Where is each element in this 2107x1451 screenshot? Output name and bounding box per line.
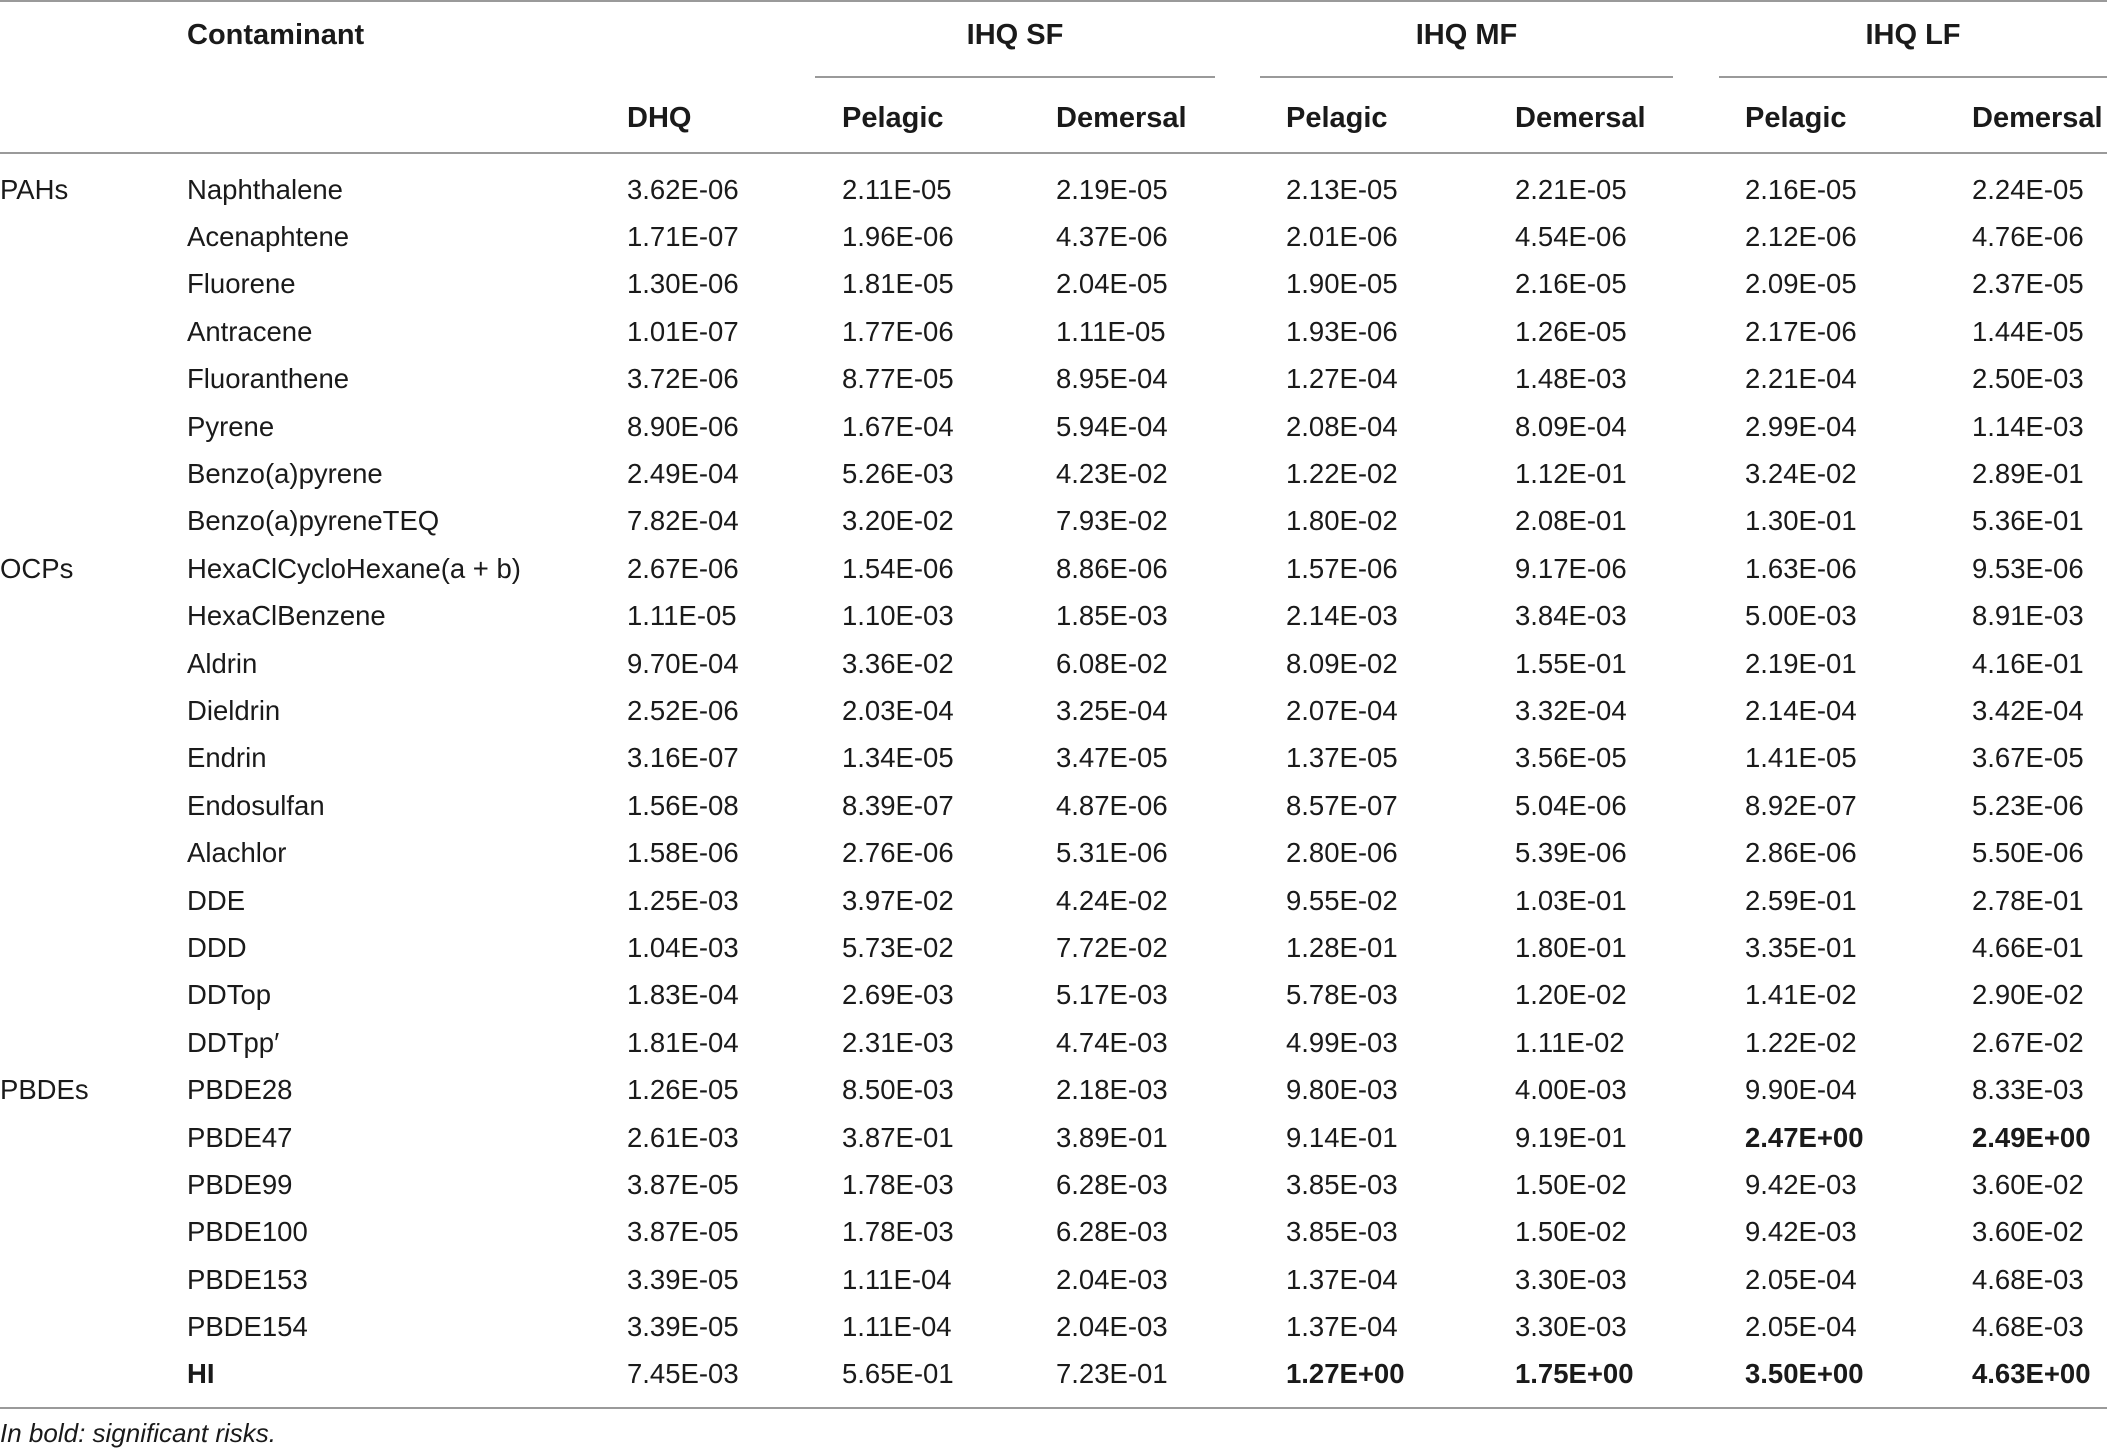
contaminant-name: Pyrene — [187, 410, 275, 442]
value-cell: 1.11E-05 — [627, 600, 737, 632]
value-cell: 1.22E-02 — [1286, 458, 1398, 490]
value-cell: 1.78E-03 — [842, 1168, 954, 1200]
value-cell: 3.97E-02 — [842, 884, 954, 916]
row-category — [0, 1351, 187, 1398]
value-cell: 1.37E-04 — [1286, 1263, 1398, 1295]
group-rule-ihq-sf — [815, 76, 1215, 78]
value-cell: 1.80E-02 — [1286, 505, 1398, 537]
value-cell: 3.39E-05 — [627, 1263, 739, 1295]
value-cell: 4.63E+00 — [1972, 1358, 2091, 1390]
footnote: In bold: significant risks. — [0, 1418, 277, 1448]
value-cell: 2.05E-04 — [1745, 1263, 1857, 1295]
value-cell: 1.20E-02 — [1515, 979, 1627, 1011]
value-cell: 2.89E-01 — [1972, 458, 2084, 490]
value-cell: 1.11E-02 — [1515, 1026, 1625, 1058]
value-cell: 1.10E-03 — [842, 600, 954, 632]
value-cell: 1.96E-06 — [842, 221, 954, 253]
contaminant-name: Fluorene — [187, 268, 296, 300]
value-cell: 5.00E-03 — [1745, 600, 1857, 632]
value-cell: 8.91E-03 — [1972, 600, 2084, 632]
row-category — [0, 640, 187, 687]
value-cell: 2.18E-03 — [1056, 1074, 1168, 1106]
table-row — [0, 1351, 2107, 1398]
value-cell: 3.67E-05 — [1972, 742, 2084, 774]
value-cell: 1.04E-03 — [627, 931, 739, 963]
contaminant-name: Acenaphtene — [187, 221, 350, 253]
value-cell: 1.67E-04 — [842, 410, 954, 442]
row-category — [0, 356, 187, 403]
value-cell: 1.03E-01 — [1515, 884, 1627, 916]
contaminant-name: DDTpp′ — [187, 1026, 280, 1058]
group-rule-ihq-lf — [1719, 76, 2107, 78]
value-cell: 2.90E-02 — [1972, 979, 2084, 1011]
value-cell: 1.27E-04 — [1286, 363, 1398, 395]
value-cell: 1.25E-03 — [627, 884, 739, 916]
row-category — [0, 877, 187, 924]
value-cell: 9.90E-04 — [1745, 1074, 1857, 1106]
value-cell: 1.75E+00 — [1515, 1358, 1634, 1390]
value-cell: 2.12E-06 — [1745, 221, 1857, 253]
value-cell: 2.14E-04 — [1745, 694, 1857, 726]
row-category — [0, 972, 187, 1019]
table-row — [0, 1209, 2107, 1256]
value-cell: 3.30E-03 — [1515, 1311, 1627, 1343]
value-cell: 2.24E-05 — [1972, 173, 2084, 205]
value-cell: 2.80E-06 — [1286, 837, 1398, 869]
value-cell: 2.50E-03 — [1972, 363, 2084, 395]
value-cell: 1.58E-06 — [627, 837, 739, 869]
contaminant-name: PBDE47 — [187, 1121, 293, 1153]
value-cell: 2.16E-05 — [1745, 173, 1857, 205]
value-cell: 3.25E-04 — [1056, 694, 1168, 726]
value-cell: 4.66E-01 — [1972, 931, 2084, 963]
table-row — [0, 166, 2107, 213]
value-cell: 1.56E-08 — [627, 789, 739, 821]
table-row — [0, 498, 2107, 545]
value-cell: 2.52E-06 — [627, 694, 739, 726]
value-cell: 1.34E-05 — [842, 742, 954, 774]
table-row — [0, 924, 2107, 971]
value-cell: 1.26E-05 — [1515, 315, 1627, 347]
value-cell: 3.36E-02 — [842, 647, 954, 679]
value-cell: 3.89E-01 — [1056, 1121, 1168, 1153]
table-row — [0, 1019, 2107, 1066]
contaminant-name: Alachlor — [187, 837, 287, 869]
value-cell: 1.54E-06 — [842, 552, 954, 584]
value-cell: 2.19E-05 — [1056, 173, 1168, 205]
value-cell: 1.63E-06 — [1745, 552, 1857, 584]
value-cell: 1.37E-04 — [1286, 1311, 1398, 1343]
value-cell: 2.49E-04 — [627, 458, 739, 490]
value-cell: 2.67E-02 — [1972, 1026, 2084, 1058]
value-cell: 8.90E-06 — [627, 410, 739, 442]
value-cell: 3.35E-01 — [1745, 931, 1857, 963]
value-cell: 2.21E-04 — [1745, 363, 1857, 395]
table-row — [0, 356, 2107, 403]
header-group-ihq-lf: IHQ LF — [1865, 19, 1961, 51]
contaminant-name: HexaClBenzene — [187, 600, 386, 632]
value-cell: 4.00E-03 — [1515, 1074, 1627, 1106]
value-cell: 2.03E-04 — [842, 694, 954, 726]
header-group-ihq-sf: IHQ SF — [966, 19, 1064, 51]
value-cell: 8.50E-03 — [842, 1074, 954, 1106]
value-cell: 1.41E-05 — [1745, 742, 1857, 774]
value-cell: 1.11E-05 — [1056, 315, 1166, 347]
value-cell: 3.87E-05 — [627, 1168, 739, 1200]
value-cell: 2.67E-06 — [627, 552, 739, 584]
table-top-rule — [0, 0, 2107, 2]
value-cell: 5.78E-03 — [1286, 979, 1398, 1011]
value-cell: 2.76E-06 — [842, 837, 954, 869]
contaminant-name: PBDE28 — [187, 1074, 293, 1106]
table-row — [0, 593, 2107, 640]
value-cell: 3.16E-07 — [627, 742, 739, 774]
value-cell: 1.48E-03 — [1515, 363, 1627, 395]
value-cell: 4.68E-03 — [1972, 1263, 2084, 1295]
value-cell: 2.17E-06 — [1745, 315, 1857, 347]
value-cell: 1.27E+00 — [1286, 1358, 1405, 1390]
contaminant-name: Benzo(a)pyrene — [187, 458, 383, 490]
value-cell: 1.57E-06 — [1286, 552, 1398, 584]
contaminant-name: Benzo(a)pyreneTEQ — [187, 505, 440, 537]
row-category — [0, 1161, 187, 1208]
value-cell: 5.94E-04 — [1056, 410, 1168, 442]
value-cell: 3.85E-03 — [1286, 1216, 1398, 1248]
value-cell: 1.01E-07 — [627, 315, 739, 347]
value-cell: 8.95E-04 — [1056, 363, 1168, 395]
value-cell: 5.65E-01 — [842, 1358, 954, 1390]
value-cell: 6.28E-03 — [1056, 1168, 1168, 1200]
row-category — [0, 735, 187, 782]
value-cell: 1.90E-05 — [1286, 268, 1398, 300]
value-cell: 1.12E-01 — [1515, 458, 1627, 490]
value-cell: 1.50E-02 — [1515, 1168, 1627, 1200]
value-cell: 2.05E-04 — [1745, 1311, 1857, 1343]
value-cell: 8.09E-02 — [1286, 647, 1398, 679]
header-group-ihq-mf: IHQ MF — [1415, 19, 1518, 51]
value-cell: 3.62E-06 — [627, 173, 739, 205]
contaminant-name: Antracene — [187, 315, 313, 347]
table-row — [0, 1161, 2107, 1208]
value-cell: 2.31E-03 — [842, 1026, 954, 1058]
contaminant-name: Endosulfan — [187, 789, 325, 821]
value-cell: 5.39E-06 — [1515, 837, 1627, 869]
row-category — [0, 308, 187, 355]
value-cell: 9.14E-01 — [1286, 1121, 1398, 1153]
value-cell: 4.37E-06 — [1056, 221, 1168, 253]
value-cell: 3.60E-02 — [1972, 1216, 2084, 1248]
contaminant-name: PBDE99 — [187, 1168, 293, 1200]
contaminant-name: Dieldrin — [187, 694, 281, 726]
header-lf-demersal: Demersal — [1972, 102, 2103, 134]
value-cell: 5.50E-06 — [1972, 837, 2084, 869]
value-cell: 3.87E-05 — [627, 1216, 739, 1248]
value-cell: 2.19E-01 — [1745, 647, 1857, 679]
value-cell: 3.47E-05 — [1056, 742, 1168, 774]
contaminant-name: Fluoranthene — [187, 363, 350, 395]
table-row — [0, 213, 2107, 260]
value-cell: 1.83E-04 — [627, 979, 739, 1011]
value-cell: 3.87E-01 — [842, 1121, 954, 1153]
value-cell: 3.32E-04 — [1515, 694, 1627, 726]
value-cell: 8.09E-04 — [1515, 410, 1627, 442]
value-cell: 2.07E-04 — [1286, 694, 1398, 726]
value-cell: 1.55E-01 — [1515, 647, 1627, 679]
row-category — [0, 403, 187, 450]
header-mf-demersal: Demersal — [1515, 102, 1646, 134]
value-cell: 1.50E-02 — [1515, 1216, 1627, 1248]
value-cell: 1.11E-04 — [842, 1263, 952, 1295]
value-cell: 1.14E-03 — [1972, 410, 2084, 442]
value-cell: 5.73E-02 — [842, 931, 954, 963]
value-cell: 1.77E-06 — [842, 315, 954, 347]
row-category: OCPs — [0, 552, 74, 584]
value-cell: 4.99E-03 — [1286, 1026, 1398, 1058]
value-cell: 2.01E-06 — [1286, 221, 1398, 253]
value-cell: 2.11E-05 — [842, 173, 952, 205]
value-cell: 4.16E-01 — [1972, 647, 2084, 679]
table-row — [0, 403, 2107, 450]
value-cell: 3.20E-02 — [842, 505, 954, 537]
row-category — [0, 213, 187, 260]
value-cell: 5.04E-06 — [1515, 789, 1627, 821]
value-cell: 9.42E-03 — [1745, 1168, 1857, 1200]
value-cell: 9.19E-01 — [1515, 1121, 1627, 1153]
risk-table — [0, 166, 2107, 1398]
value-cell: 2.08E-04 — [1286, 410, 1398, 442]
value-cell: 3.56E-05 — [1515, 742, 1627, 774]
value-cell: 2.78E-01 — [1972, 884, 2084, 916]
value-cell: 2.69E-03 — [842, 979, 954, 1011]
header-contaminant: Contaminant — [187, 19, 365, 51]
table-row — [0, 640, 2107, 687]
row-category — [0, 1019, 187, 1066]
value-cell: 8.33E-03 — [1972, 1074, 2084, 1106]
value-cell: 1.44E-05 — [1972, 315, 2084, 347]
value-cell: 5.17E-03 — [1056, 979, 1168, 1011]
value-cell: 8.39E-07 — [842, 789, 954, 821]
table-row — [0, 735, 2107, 782]
value-cell: 2.61E-03 — [627, 1121, 739, 1153]
value-cell: 2.04E-05 — [1056, 268, 1168, 300]
value-cell: 4.68E-03 — [1972, 1311, 2084, 1343]
row-category — [0, 261, 187, 308]
value-cell: 1.71E-07 — [627, 221, 739, 253]
value-cell: 4.54E-06 — [1515, 221, 1627, 253]
contaminant-name: PBDE100 — [187, 1216, 308, 1248]
value-cell: 6.08E-02 — [1056, 647, 1168, 679]
value-cell: 2.08E-01 — [1515, 505, 1627, 537]
value-cell: 2.09E-05 — [1745, 268, 1857, 300]
value-cell: 2.47E+00 — [1745, 1121, 1864, 1153]
value-cell: 2.14E-03 — [1286, 600, 1398, 632]
value-cell: 4.87E-06 — [1056, 789, 1168, 821]
value-cell: 3.72E-06 — [627, 363, 739, 395]
value-cell: 2.04E-03 — [1056, 1311, 1168, 1343]
contaminant-name: HexaClCycloHexane(a + b) — [187, 552, 521, 584]
row-category — [0, 498, 187, 545]
value-cell: 3.60E-02 — [1972, 1168, 2084, 1200]
value-cell: 8.86E-06 — [1056, 552, 1168, 584]
value-cell: 1.28E-01 — [1286, 931, 1398, 963]
value-cell: 2.04E-03 — [1056, 1263, 1168, 1295]
table-row — [0, 1066, 2107, 1113]
row-category — [0, 1209, 187, 1256]
header-dhq: DHQ — [627, 102, 692, 134]
table-row — [0, 782, 2107, 829]
value-cell: 2.37E-05 — [1972, 268, 2084, 300]
row-category — [0, 1256, 187, 1303]
value-cell: 1.11E-04 — [842, 1311, 952, 1343]
table-row — [0, 1114, 2107, 1161]
value-cell: 3.50E+00 — [1745, 1358, 1864, 1390]
value-cell: 2.13E-05 — [1286, 173, 1398, 205]
table-row — [0, 687, 2107, 734]
contaminant-name: Aldrin — [187, 647, 258, 679]
table-row — [0, 1256, 2107, 1303]
value-cell: 5.26E-03 — [842, 458, 954, 490]
value-cell: 1.22E-02 — [1745, 1026, 1857, 1058]
value-cell: 8.92E-07 — [1745, 789, 1857, 821]
contaminant-name: HI — [187, 1358, 215, 1390]
value-cell: 9.80E-03 — [1286, 1074, 1398, 1106]
row-category — [0, 1114, 187, 1161]
value-cell: 8.77E-05 — [842, 363, 954, 395]
table-row — [0, 450, 2107, 497]
table-row — [0, 545, 2107, 592]
value-cell: 4.24E-02 — [1056, 884, 1168, 916]
value-cell: 2.59E-01 — [1745, 884, 1857, 916]
header-sf-pelagic: Pelagic — [842, 102, 944, 134]
value-cell: 5.31E-06 — [1056, 837, 1168, 869]
value-cell: 1.78E-03 — [842, 1216, 954, 1248]
value-cell: 3.24E-02 — [1745, 458, 1857, 490]
value-cell: 1.81E-04 — [627, 1026, 739, 1058]
value-cell: 7.72E-02 — [1056, 931, 1168, 963]
value-cell: 2.16E-05 — [1515, 268, 1627, 300]
table-row — [0, 972, 2107, 1019]
value-cell: 9.70E-04 — [627, 647, 739, 679]
value-cell: 3.85E-03 — [1286, 1168, 1398, 1200]
table-row — [0, 829, 2107, 876]
value-cell: 6.28E-03 — [1056, 1216, 1168, 1248]
value-cell: 7.23E-01 — [1056, 1358, 1168, 1390]
value-cell: 5.23E-06 — [1972, 789, 2084, 821]
header-mf-pelagic: Pelagic — [1286, 102, 1388, 134]
value-cell: 2.99E-04 — [1745, 410, 1857, 442]
row-category — [0, 687, 187, 734]
table-row — [0, 261, 2107, 308]
row-category: PAHs — [0, 173, 69, 205]
value-cell: 9.53E-06 — [1972, 552, 2084, 584]
value-cell: 8.57E-07 — [1286, 789, 1398, 821]
value-cell: 1.30E-06 — [627, 268, 739, 300]
contaminant-name: PBDE154 — [187, 1311, 308, 1343]
contaminant-name: DDD — [187, 931, 247, 963]
value-cell: 7.93E-02 — [1056, 505, 1168, 537]
contaminant-name: Naphthalene — [187, 173, 343, 205]
value-cell: 4.23E-02 — [1056, 458, 1168, 490]
value-cell: 9.55E-02 — [1286, 884, 1398, 916]
contaminant-name: Endrin — [187, 742, 267, 774]
value-cell: 1.37E-05 — [1286, 742, 1398, 774]
value-cell: 7.82E-04 — [627, 505, 739, 537]
value-cell: 3.42E-04 — [1972, 694, 2084, 726]
contaminant-name: PBDE153 — [187, 1263, 308, 1295]
row-category — [0, 593, 187, 640]
row-category — [0, 782, 187, 829]
value-cell: 1.81E-05 — [842, 268, 954, 300]
row-category — [0, 924, 187, 971]
row-category — [0, 1303, 187, 1350]
value-cell: 2.49E+00 — [1972, 1121, 2091, 1153]
value-cell: 4.74E-03 — [1056, 1026, 1168, 1058]
value-cell: 1.26E-05 — [627, 1074, 739, 1106]
table-row — [0, 308, 2107, 355]
value-cell: 9.17E-06 — [1515, 552, 1627, 584]
group-rule-ihq-mf — [1260, 76, 1673, 78]
value-cell: 1.30E-01 — [1745, 505, 1857, 537]
row-category — [0, 450, 187, 497]
value-cell: 7.45E-03 — [627, 1358, 739, 1390]
value-cell: 1.93E-06 — [1286, 315, 1398, 347]
table-row — [0, 877, 2107, 924]
table-body — [0, 166, 2107, 1398]
value-cell: 1.85E-03 — [1056, 600, 1168, 632]
header-bottom-rule — [0, 152, 2107, 154]
table-row — [0, 1303, 2107, 1350]
value-cell: 2.86E-06 — [1745, 837, 1857, 869]
value-cell: 3.30E-03 — [1515, 1263, 1627, 1295]
value-cell: 1.80E-01 — [1515, 931, 1627, 963]
header-sf-demersal: Demersal — [1056, 102, 1187, 134]
value-cell: 3.84E-03 — [1515, 600, 1627, 632]
value-cell: 5.36E-01 — [1972, 505, 2084, 537]
contaminant-name: DDTop — [187, 979, 272, 1011]
row-category: PBDEs — [0, 1074, 89, 1106]
value-cell: 9.42E-03 — [1745, 1216, 1857, 1248]
value-cell: 4.76E-06 — [1972, 221, 2084, 253]
value-cell: 3.39E-05 — [627, 1311, 739, 1343]
contaminant-name: DDE — [187, 884, 246, 916]
table-bottom-rule — [0, 1407, 2107, 1409]
value-cell: 1.41E-02 — [1745, 979, 1857, 1011]
value-cell: 2.21E-05 — [1515, 173, 1627, 205]
row-category — [0, 829, 187, 876]
header-lf-pelagic: Pelagic — [1745, 102, 1847, 134]
